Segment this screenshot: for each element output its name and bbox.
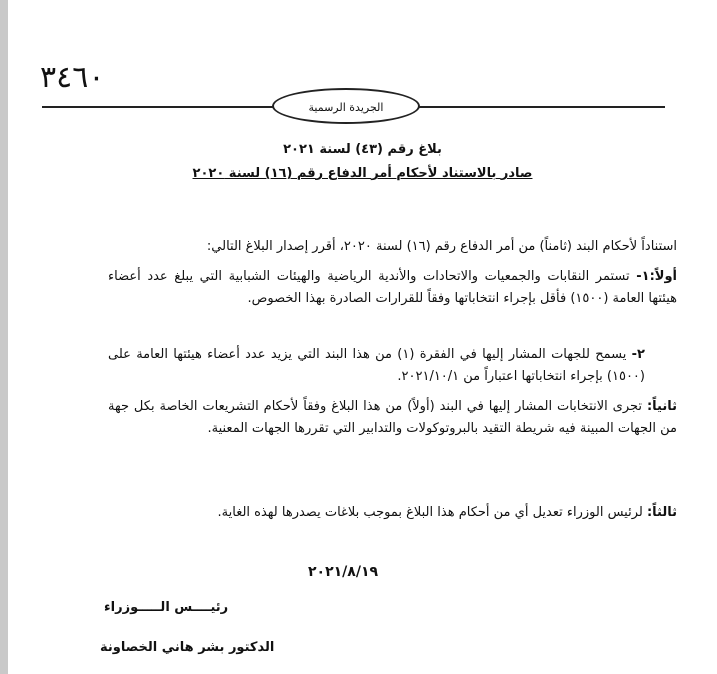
clause-first-2 [108, 344, 645, 388]
gazette-page [8, 0, 717, 674]
intro-paragraph: استناداً لأحكام البند (ثامناً) من أمر الدفاع رقم (١٦) لسنة ٢٠٢٠، أقرر إصدار البلاغ التالي: [206, 239, 677, 254]
clause-first-1 [108, 266, 677, 310]
clause-second [108, 396, 677, 440]
clause-label: ٢- [631, 347, 645, 362]
signatory-title: رئيــــس الـــــوزراء [104, 600, 229, 615]
signatory-name: الدكتور بشر هاني الخصاونة [100, 640, 275, 655]
page-number: ٣٤٦٠ [40, 60, 105, 95]
issue-date: ٢٠٢١/٨/١٩ [308, 564, 379, 580]
gazette-header: الجريدة الرسمية [272, 88, 420, 124]
clause-label: أولاً:١- [636, 269, 677, 284]
clause-text: لرئيس الوزراء تعديل أي من أحكام هذا البلاغ بموجب بلاغات يصدرها لهذه الغاية. [217, 505, 647, 520]
clause-text: يسمح للجهات المشار إليها في الفقرة (١) من هذا البند التي يزيد عدد أعضاء هيئتها العامة على (١٥٠٠) بإجراء انتخاباتها اعتباراً من ٢٠٢١/١٠/١. [108, 347, 645, 384]
clause-label: ثانياً: [646, 399, 677, 414]
announcement-title: بلاغ رقم (٤٣) لسنة ٢٠٢١ [283, 142, 442, 157]
clause-text: تجرى الانتخابات المشار إليها في البند (أولاً) من هذا البلاغ وفقاً لأحكام التشريعات الخاصة بكل جهة من الجهات المبينة فيه شريطة التقيد بالبروتوكولات والتدابير التي تقررها الجهات المعنية. [108, 399, 677, 436]
clause-third [108, 502, 677, 524]
clause-text: تستمر النقابات والجمعيات والاتحادات والأندية الرياضية والهيئات الشبابية التي يبلغ عدد أعضاء هيئتها العامة (١٥٠٠) فأقل بإجراء انتخاباتها وفقاً للقرارات الصادرة بهذا الخصوص. [108, 269, 677, 306]
clause-label: ثالثاً: [646, 505, 677, 520]
announcement-subtitle: صادر بالاستناد لأحكام أمر الدفاع رقم (١٦) لسنة ٢٠٢٠ [192, 166, 533, 181]
